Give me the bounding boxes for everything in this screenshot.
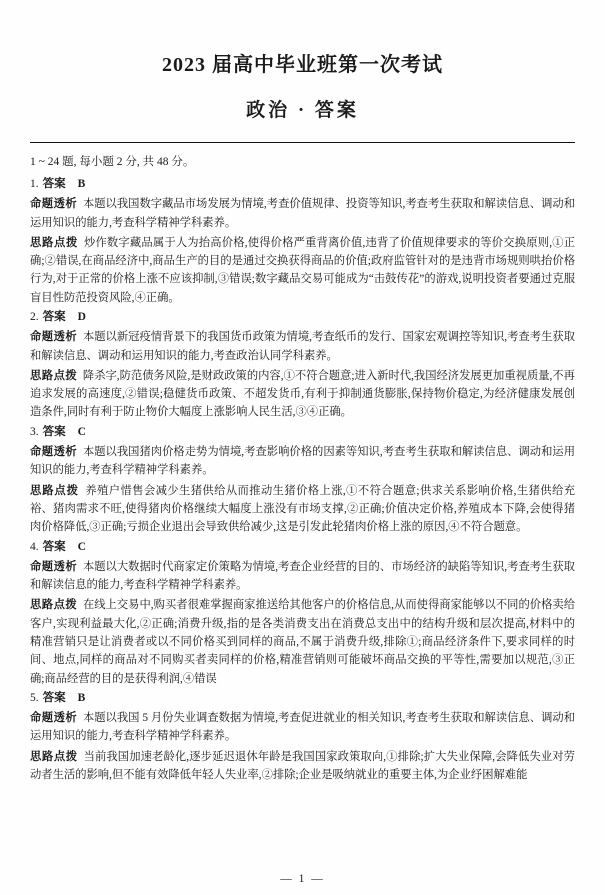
answer-value: D [77, 311, 87, 324]
analysis-text: 本题以我国猪肉价格走势为情境,考查影响价格的因素等知识,考查考生获取和解读信息、调动和运用知识的能力,考查科学精神学科素养。 [30, 446, 575, 477]
answer-line [30, 309, 575, 326]
tips-label: 思路点拨 [30, 236, 78, 249]
analysis-paragraph [30, 195, 575, 232]
analysis-text: 本题以我国 5 月份失业调查数据为情境,考查促进就业的相关知识,考查考生获取和解读信息、调动和运用知识的能力,考查科学精神学科素养。 [30, 712, 575, 743]
answer-value: C [77, 425, 87, 438]
analysis-paragraph [30, 443, 575, 480]
analysis-paragraph [30, 558, 575, 595]
answer-label: 答案 [42, 311, 66, 324]
question-block [30, 539, 575, 688]
question-number: 4. [30, 540, 39, 553]
analysis-paragraph [30, 328, 575, 365]
analysis-label: 命题透析 [30, 560, 78, 573]
question-number: 1. [30, 178, 39, 190]
question-block [30, 690, 575, 784]
answer-value: B [77, 691, 87, 704]
analysis-label: 命题透析 [30, 712, 78, 725]
question-block [30, 309, 575, 422]
tips-label: 思路点拨 [30, 484, 79, 497]
tips-paragraph [30, 482, 575, 537]
answer-line [30, 690, 575, 707]
analysis-text: 本题以大数据时代商家定价策略为情境,考查企业经营的目的、市场经济的缺陷等知识,考查考生获取和解读信息的能力,考查科学精神学科素养。 [30, 560, 575, 592]
analysis-label: 命题透析 [30, 331, 78, 344]
tips-text: 降杀字,防范债务风险,是财政政策的内容,①不符合题意;进入新时代,我国经济发展更加重视质量,不再追求发展的高速度,②错误;稳健货币政策、不超发货币,有利于抑制通货膨胀,保持物价稳定,为经济健康发展创造条件,同时有利于防止物价大幅度上涨影响人民生活,③④正确。 [30, 369, 575, 419]
analysis-paragraph [30, 709, 575, 746]
tips-paragraph [30, 234, 575, 307]
answer-value: B [77, 178, 87, 190]
analysis-label: 命题透析 [30, 198, 78, 211]
tips-paragraph [30, 367, 575, 422]
answer-line [30, 176, 575, 193]
page-title: 2023 届高中毕业班第一次考试 [162, 54, 443, 76]
question-number: 3. [30, 425, 39, 438]
question-block [30, 176, 575, 307]
answer-label: 答案 [42, 425, 66, 438]
tips-paragraph [30, 596, 575, 687]
tips-text: 在线上交易中,购买者很难掌握商家推送给其他客户的价格信息,从而使得商家能够以不同的价格卖给客户,实现利益最大化,②正确;消费升级,指的是各类消费支出在消费总支出中的结构升级和层次提高,材料中的精准营销只是让消费者或以不同价格买到同样的商品,不属于消费升级,排除①;商品经济条件下,要求同样的时间、地点,同样的商品对不同购买者卖同样的价格,精准营销则可能破坏商品交换的平等性,需要加以规范,③正确;商品经营的目的是获得利润,④错误 [30, 599, 575, 685]
question-number: 5. [30, 691, 39, 704]
tips-label: 思路点拨 [30, 369, 78, 382]
tips-text: 炒作数字藏品属于人为抬高价格,使得价格严重背离价值,违背了价值规律要求的等价交换原则,①正确;②错误,在商品经济中,商品生产的目的是通过交换获得商品的价值;政府监管针对的是违背市场规则哄抬价格行为,对于正常的价格上涨不应该抑制,③错误;数字藏品交易可能成为“击鼓传花”的游戏,说明投资者要通过克服盲目性防范投资风险,④正确。 [30, 236, 575, 304]
tips-text: 养殖户惜售会减少生猪供给从而推动生猪价格上涨,①不符合题意;供求关系影响价格,生猪供给充裕、猪肉需求不旺,使得猪肉价格继续大幅度上涨没有市场支撑,②正确;价值决定价格,养殖成本下降,会使得猪肉价格降低,③正确;亏损企业退出会导致供给减少,这是引发此轮猪肉价格上涨的原因,④不符合题意。 [30, 484, 575, 534]
question-number: 2. [30, 311, 39, 324]
page-footer: — 1 — [280, 873, 325, 885]
tips-label: 思路点拨 [30, 599, 78, 612]
scope-line: 1 ~ 24 题, 每小题 2 分, 共 48 分。 [30, 156, 195, 168]
tips-paragraph [30, 748, 575, 785]
question-block [30, 424, 575, 537]
analysis-label: 命题透析 [30, 446, 78, 459]
divider [30, 142, 575, 143]
tips-text: 当前我国加速老龄化,逐步延迟退休年龄是我国国家政策取向,①排除;扩大失业保障,会降低失业对劳动者生活的影响,但不能有效降低年轻人失业率,②排除;企业是吸纳就业的重要主体,为企业纾困解难能 [30, 750, 575, 781]
answer-label: 答案 [42, 691, 66, 704]
answer-value: C [77, 540, 87, 553]
answer-line [30, 424, 575, 441]
tips-label: 思路点拨 [30, 750, 78, 763]
analysis-text: 本题以我国数字藏品市场发展为情境,考查价值规律、投资等知识,考查考生获取和解读信息、调动和运用知识的能力,考查科学精神学科素养。 [30, 198, 575, 229]
answer-line [30, 539, 575, 556]
answer-label: 答案 [42, 178, 66, 190]
page-subtitle: 政治 · 答案 [246, 100, 359, 121]
analysis-text: 本题以新冠疫情背景下的我国货币政策为情境,考查纸币的发行、国家宏观调控等知识,考查考生获取和解读信息、调动和运用知识的能力,考查政治认同学科素养。 [30, 331, 575, 362]
answer-label: 答案 [42, 540, 66, 553]
